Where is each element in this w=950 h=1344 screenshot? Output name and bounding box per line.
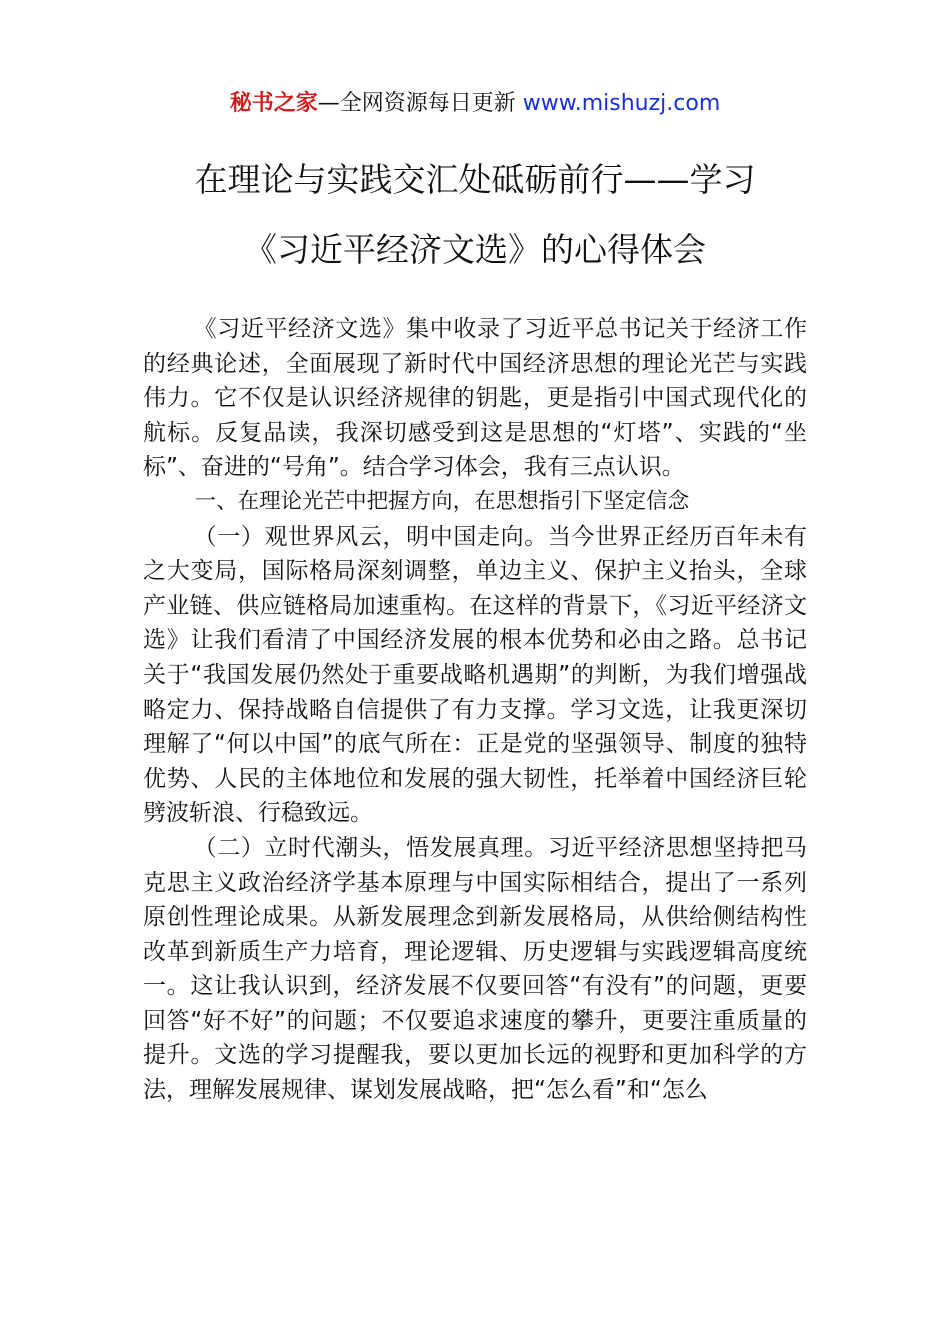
brand-name: 秘书之家 xyxy=(229,91,318,116)
site-header xyxy=(0,88,950,120)
intro-paragraph: 《习近平经济文选》集中收录了习近平总书记关于经济工作的经典论述，全面展现了新时代中国经济思想的理论光芒与实践伟力。它不仅是认识经济规律的钥匙，更是指引中国式现代化的航标。反复品读，我深切感受到这是思想的“灯塔”、实践的“坐标”、奋进的“号角”。结合学习体会，我有三点认识。 xyxy=(143,316,807,481)
site-url-link[interactable]: www.mishuzj.com xyxy=(522,91,721,116)
paragraph-1: （一）观世界风云，明中国走向。当今世界正经历百年未有之大变局，国际格局深刻调整，单边主义、保护主义抬头，全球产业链、供应链格局加速重构。在这样的背景下，《习近平经济文选》让我们看清了中国经济发展的根本优势和必由之路。总书记关于“我国发展仍然处于重要战略机遇期”的判断，为我们增强战略定力、保持战略自信提供了有力支撑。学习文选，让我更深切理解了“何以中国”的底气所在：正是党的坚强领导、制度的独特优势、人民的主体地位和发展的强大韧性，托举着中国经济巨轮劈波斩浪、行稳致远。 xyxy=(143,523,807,827)
title-line-1: 在理论与实践交汇处砥砺前行——学习 xyxy=(194,160,756,199)
section-heading-1: 一、在理论光芒中把握方向，在思想指引下坚定信念 xyxy=(194,488,690,514)
header-slogan: —全网资源每日更新 xyxy=(317,91,516,116)
document-title xyxy=(0,145,950,285)
document-body xyxy=(143,312,807,1108)
title-line-2: 《习近平经济文选》的心得体会 xyxy=(244,230,706,269)
paragraph-2: （二）立时代潮头，悟发展真理。习近平经济思想坚持把马克思主义政治经济学基本原理与中国实际相结合，提出了一系列原创性理论成果。从新发展理念到新发展格局，从供给侧结构性改革到新质生产力培育，理论逻辑、历史逻辑与实践逻辑高度统一。这让我认识到，经济发展不仅要回答“有没有”的问题，更要回答“好不好”的问题；不仅要追求速度的攀升，更要注重质量的提升。文选的学习提醒我，要以更加长远的视野和更加科学的方法，理解发展规律、谋划发展战略，把“怎么看”和“怎么 xyxy=(143,834,807,1104)
